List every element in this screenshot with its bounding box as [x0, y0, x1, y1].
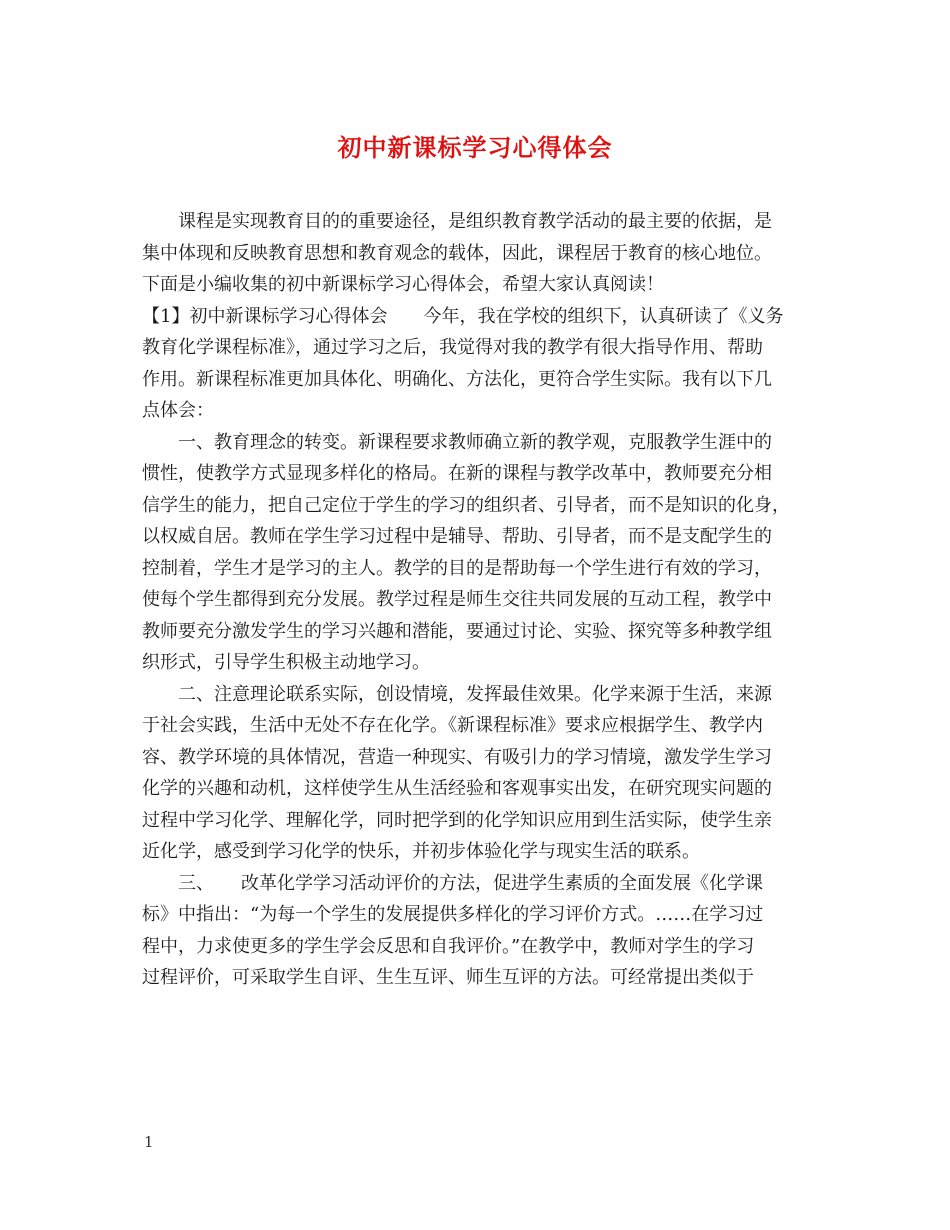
paragraph-line: 下面是小编收集的初中新课标学习心得体会，希望大家认真阅读！: [142, 274, 664, 295]
paragraph-line: 化学的兴趣和动机，这样使学生从生活经验和客观事实出发，在研究现实问题的: [142, 778, 772, 799]
paragraph-line: 标》中指出：“为每一个学生的发展提供多样化的学习评价方式。……在学习过: [142, 904, 764, 925]
paragraph-line: 教育化学课程标准》，通过学习之后，我觉得对我的教学有很大指导作用、帮助: [142, 337, 763, 358]
paragraph-line: 点体会：: [142, 400, 214, 421]
paragraph-line: 作用。新课程标准更加具体化、明确化、方法化，更符合学生实际。我有以下几: [142, 368, 772, 390]
paragraph-line: 信学生的能力，把自己定位于学生的学习的组织者、引导者，而不是知识的化身，: [142, 494, 790, 516]
paragraph-line: 以权威自居。教师在学生学习过程中是辅导、帮助、引导者，而不是支配学生的: [142, 526, 772, 547]
paragraph-line: 近化学，感受到学习化学的快乐，并初步体验化学与现实生活的联系。: [142, 841, 700, 862]
paragraph-line: 过程中学习化学、理解化学，同时把学到的化学知识应用到生活实际，使学生亲: [142, 809, 772, 831]
paragraph-line: 课程是实现教育目的的重要途径，是组织教育教学活动的最主要的依据，是: [178, 211, 772, 232]
paragraph-line: 惯性，使教学方式显现多样化的格局。在新的课程与教学改革中，教师要充分相: [142, 463, 772, 484]
paragraph-line: 于社会实践，生活中无处不存在化学。《新课程标准》要求应根据学生、教学内: [142, 715, 763, 736]
paragraph-line: 控制着，学生才是学习的主人。教学的目的是帮助每一个学生进行有效的学习，: [142, 557, 772, 579]
paragraph-line: 过程评价，可采取学生自评、生生互评、师生互评的方法。可经常提出类似于: [142, 967, 754, 988]
paragraph-line: 程中，力求使更多的学生学会反思和自我评价。”在教学中，教师对学生的学习: [142, 935, 755, 957]
paragraph-line: 教师要充分激发学生的学习兴趣和潜能，要通过讨论、实验、探究等多种教学组: [142, 620, 772, 642]
paragraph-line: 三、 改革化学学习活动评价的方法，促进学生素质的全面发展《化学课: [178, 872, 763, 894]
page-number: 1: [144, 1133, 154, 1151]
document-title: 初中新课标学习心得体会: [337, 133, 613, 162]
paragraph-line: 织形式，引导学生积极主动地学习。: [142, 652, 430, 673]
paragraph-line: 使每个学生都得到充分发展。教学过程是师生交往共同发展的互动工程，教学中: [142, 589, 772, 610]
paragraph-line: 二、注意理论联系实际，创设情境，发挥最佳效果。化学来源于生活，来源: [178, 683, 772, 705]
paragraph-line: 一、教育理念的转变。新课程要求教师确立新的教学观，克服教学生涯中的: [178, 431, 772, 453]
paragraph-line: 集中体现和反映教育思想和教育观念的载体，因此，课程居于教育的核心地位。: [142, 242, 772, 264]
paragraph-line: 【1】初中新课标学习心得体会 今年，我在学校的组织下，认真研读了《义务: [142, 305, 784, 327]
paragraph-line: 容、教学环境的具体情况，营造一种现实、有吸引力的学习情境，激发学生学习: [142, 746, 772, 768]
document-body: [142, 206, 812, 994]
